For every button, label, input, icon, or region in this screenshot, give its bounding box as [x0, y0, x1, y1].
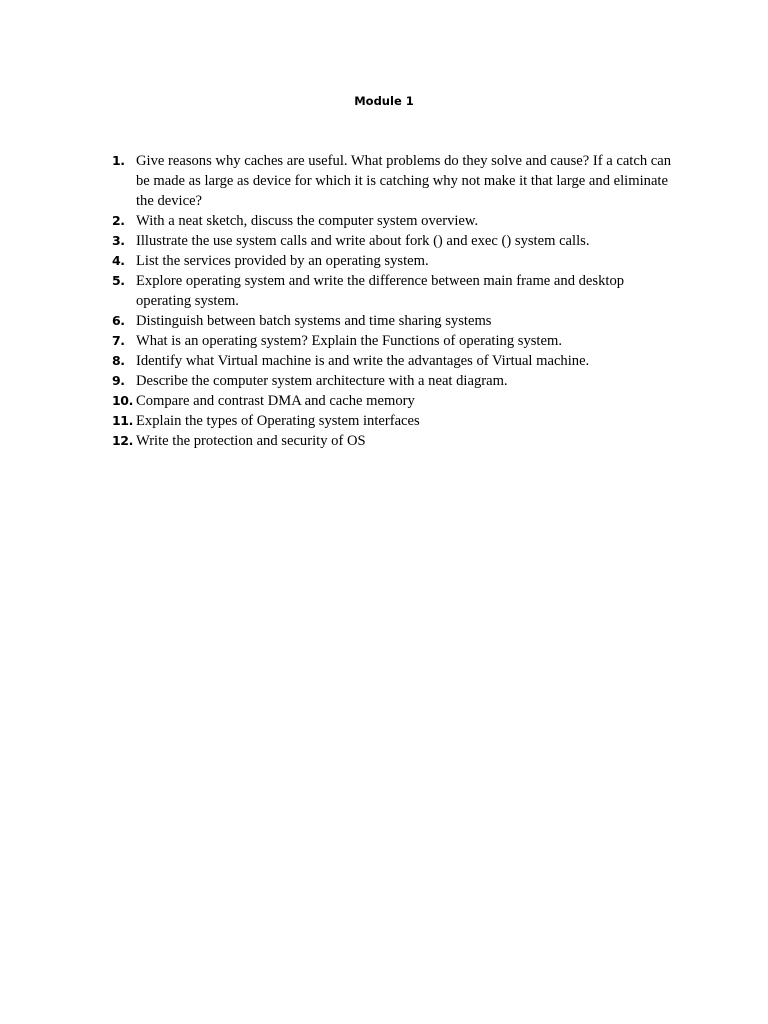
question-number: 7. — [112, 333, 125, 348]
list-item — [112, 231, 672, 251]
question-text: Write the protection and security of OS — [136, 433, 366, 449]
question-list — [112, 151, 672, 451]
question-text: Explain the types of Operating system interfaces — [136, 413, 420, 429]
list-item — [112, 311, 672, 331]
question-number: 8. — [112, 353, 125, 368]
question-number: 5. — [112, 273, 125, 288]
question-number: 9. — [112, 373, 125, 388]
question-number: 6. — [112, 313, 125, 328]
list-item — [112, 251, 672, 271]
list-item — [112, 331, 672, 351]
list-item — [112, 411, 672, 431]
list-item — [112, 431, 672, 451]
list-item — [112, 271, 672, 311]
list-item — [112, 371, 672, 391]
list-item — [112, 391, 672, 411]
question-text: With a neat sketch, discuss the computer system overview. — [136, 213, 479, 229]
question-text: Give reasons why caches are useful. What problems do they solve and cause? If a catch can be made as large as device for which it is catching why not make it that large and eliminate the device? — [136, 153, 672, 209]
question-text: Identify what Virtual machine is and write the advantages of Virtual machine. — [136, 353, 590, 369]
question-number: 1. — [112, 153, 125, 168]
list-item — [112, 211, 672, 231]
question-number: 3. — [112, 233, 125, 248]
question-text: Distinguish between batch systems and time sharing systems — [136, 313, 492, 329]
question-number: 4. — [112, 253, 125, 268]
question-number: 12. — [112, 433, 133, 448]
question-text: Illustrate the use system calls and write about fork () and exec () system calls. — [136, 233, 590, 249]
question-text: List the services provided by an operating system. — [136, 253, 429, 269]
list-item — [112, 151, 672, 211]
question-number: 10. — [112, 393, 133, 408]
page-title: Module 1 — [354, 94, 414, 108]
question-text: What is an operating system? Explain the Functions of operating system. — [136, 333, 562, 349]
question-text: Compare and contrast DMA and cache memory — [136, 393, 415, 409]
question-number: 2. — [112, 213, 125, 228]
list-item — [112, 351, 672, 371]
question-text: Describe the computer system architecture with a neat diagram. — [136, 373, 508, 389]
question-text: Explore operating system and write the difference between main frame and desktop operating system. — [136, 273, 625, 309]
question-number: 11. — [112, 413, 133, 428]
